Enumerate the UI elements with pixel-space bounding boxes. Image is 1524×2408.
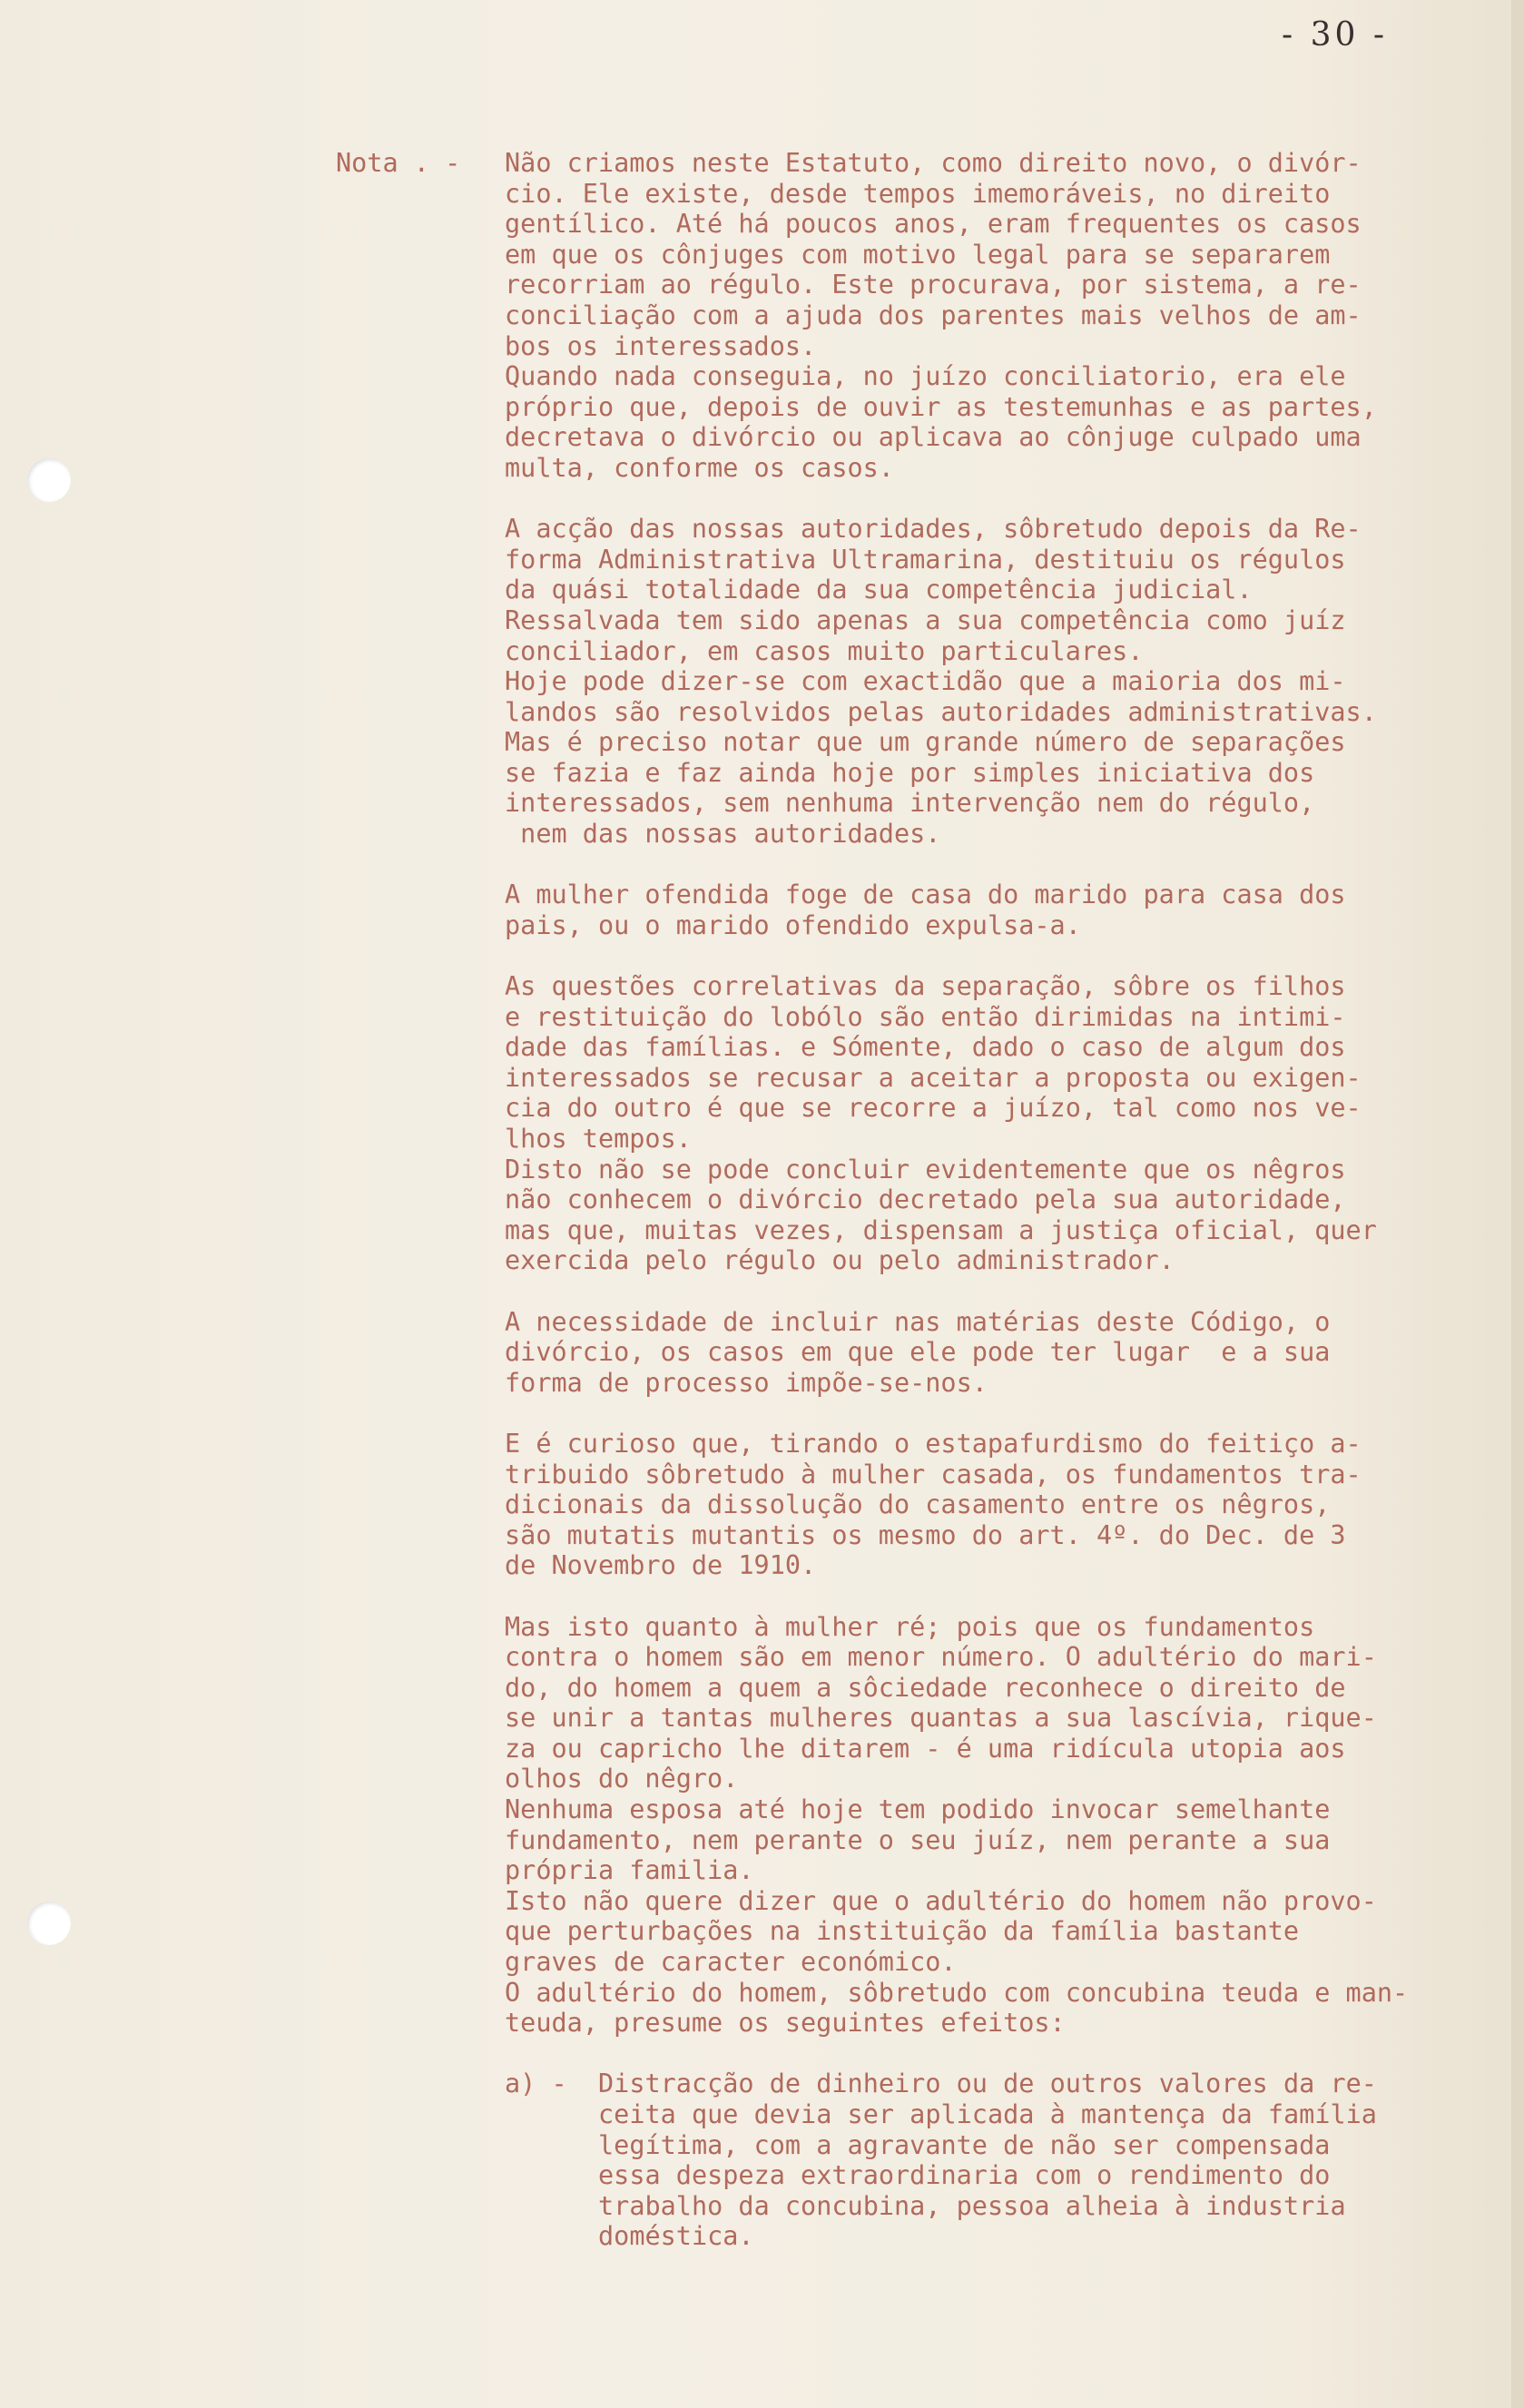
text-line: conciliação com a ajuda dos parentes mais velhos de am-	[505, 300, 1362, 330]
text-line: fundamento, nem perante o seu juíz, nem perante a sua	[505, 1824, 1331, 1855]
text-line: Isto não quere dizer que o adultério do homem não provo-	[505, 1885, 1377, 1916]
paragraph	[505, 971, 1503, 1276]
page-number: - 30 -	[1282, 16, 1389, 54]
typewritten-note-body	[505, 148, 1503, 2283]
text-line: forma de processo impõe-se-nos.	[505, 1367, 988, 1398]
text-line: trabalho da concubina, pessoa alheia à industria	[598, 2190, 1346, 2221]
text-line: contra o homem são em menor número. O adultério do mari-	[505, 1642, 1377, 1673]
text-line: dicionais da dissolução do casamento entre os nêgros,	[505, 1489, 1331, 1520]
text-line: são mutatis mutantis os mesmo do art. 4º. do Dec. de 3	[505, 1519, 1346, 1550]
text-line: divórcio, os casos em que ele pode ter lugar e a sua	[505, 1337, 1331, 1368]
text-line: forma Administrativa Ultramarina, destituiu os régulos	[505, 544, 1346, 575]
text-line: dade das famílias. e Sómente, dado o caso de algum dos	[505, 1032, 1346, 1063]
paragraph	[505, 1307, 1503, 1399]
text-line: Não criamos neste Estatuto, como direito novo, o divór-	[505, 148, 1362, 178]
paragraph	[505, 514, 1503, 850]
punch-hole-bottom	[27, 1902, 71, 1945]
text-line: se unir a tantas mulheres quantas a sua lascívia, rique-	[505, 1703, 1377, 1734]
list-item	[505, 2069, 1503, 2252]
text-line: Disto não se pode concluir evidentemente que os nêgros	[505, 1154, 1346, 1184]
text-line: cia do outro é que se recorre a juízo, tal como nos ve-	[505, 1093, 1362, 1124]
text-line: que perturbações na instituição da família bastante	[505, 1916, 1300, 1947]
text-line: As questões correlativas da separação, sôbre os filhos	[505, 971, 1346, 1002]
text-line: O adultério do homem, sôbretudo com concubina teuda e man-	[505, 1977, 1409, 2008]
text-line: Hoje pode dizer-se com exactidão que a maioria dos mi-	[505, 666, 1346, 697]
text-line: gentílico. Até há poucos anos, eram frequentes os casos	[505, 209, 1362, 240]
text-line: lhos tempos.	[505, 1124, 692, 1154]
text-line: não conhecem o divórcio decretado pela sua autoridade,	[505, 1184, 1346, 1215]
text-line: conciliador, em casos muito particulares.	[505, 635, 1144, 666]
text-line: bos os interessados.	[505, 330, 817, 361]
text-line: próprio que, depois de ouvir as testemunhas e as partes,	[505, 391, 1377, 422]
text-line: legítima, com a agravante de não ser compensada	[598, 2129, 1331, 2160]
text-line: Mas é preciso notar que um grande número de separações	[505, 727, 1346, 758]
text-line: se fazia e faz ainda hoje por simples iniciativa dos	[505, 757, 1315, 788]
paper-edge	[1511, 0, 1524, 2408]
text-line: da quási totalidade da sua competência judicial.	[505, 575, 1253, 605]
text-line: cio. Ele existe, desde tempos imemoráveis, no direito	[505, 178, 1331, 209]
text-line: multa, conforme os casos.	[505, 452, 894, 483]
paragraph	[505, 880, 1503, 940]
text-line: recorriam ao régulo. Este procurava, por sistema, a re-	[505, 270, 1362, 300]
text-line: do, do homem a quem a sôciedade reconhece o direito de	[505, 1672, 1346, 1703]
text-line: Mas isto quanto à mulher ré; pois que os fundamentos	[505, 1611, 1315, 1642]
paragraph	[505, 1612, 1503, 2039]
text-line: em que os cônjuges com motivo legal para se separarem	[505, 239, 1331, 270]
text-line: interessados se recusar a aceitar a proposta ou exigen-	[505, 1062, 1362, 1093]
text-line: e restituição do lobólo são então dirimidas na intimi-	[505, 1001, 1346, 1032]
text-line: doméstica.	[598, 2221, 754, 2252]
text-line: Quando nada conseguia, no juízo conciliatorio, era ele	[505, 361, 1346, 392]
text-line: nem das nossas autoridades.	[505, 819, 941, 850]
paragraph	[505, 1429, 1503, 1581]
text-line: graves de caracter económico.	[505, 1947, 957, 1978]
text-line: Distracção de dinheiro ou de outros valores da re-	[598, 2069, 1377, 2099]
text-line: própria familia.	[505, 1855, 754, 1886]
text-line: A mulher ofendida foge de casa do marido para casa dos	[505, 880, 1346, 910]
text-line: decretava o divórcio ou aplicava ao cônjuge culpado uma	[505, 422, 1362, 453]
nota-label: Nota . -	[336, 148, 461, 178]
text-line: tribuido sôbretudo à mulher casada, os fundamentos tra-	[505, 1459, 1362, 1489]
text-line: Ressalvada tem sido apenas a sua competência como juíz	[505, 604, 1346, 635]
text-line: de Novembro de 1910.	[505, 1550, 817, 1581]
text-line: pais, ou o marido ofendido expulsa-a.	[505, 909, 1081, 940]
text-line: A acção das nossas autoridades, sôbretudo depois da Re-	[505, 514, 1362, 545]
text-line: essa despeza extraordinaria com o rendimento do	[598, 2160, 1331, 2191]
list-item-label: a) -	[505, 2069, 567, 2099]
text-line: ceita que devia ser aplicada à mantença da família	[598, 2099, 1377, 2129]
paragraph	[505, 361, 1503, 483]
text-line: mas que, muitas vezes, dispensam a justiça oficial, quer	[505, 1214, 1377, 1245]
text-line: interessados, sem nenhuma intervenção nem do régulo,	[505, 788, 1315, 819]
text-line: exercida pelo régulo ou pelo administrador.	[505, 1245, 1175, 1276]
text-line: za ou capricho lhe ditarem - é uma ridícula utopia aos	[505, 1733, 1346, 1764]
text-line: Nenhuma esposa até hoje tem podido invocar semelhante	[505, 1794, 1331, 1825]
punch-hole-top	[27, 458, 71, 502]
text-line: landos são resolvidos pelas autoridades administrativas.	[505, 696, 1377, 727]
paragraph	[505, 148, 1503, 361]
text-line: teuda, presume os seguintes efeitos:	[505, 2008, 1066, 2039]
text-line: E é curioso que, tirando o estapafurdismo do feitiço a-	[505, 1428, 1362, 1459]
text-line: A necessidade de incluir nas matérias deste Código, o	[505, 1306, 1331, 1337]
text-line: olhos do nêgro.	[505, 1764, 739, 1794]
